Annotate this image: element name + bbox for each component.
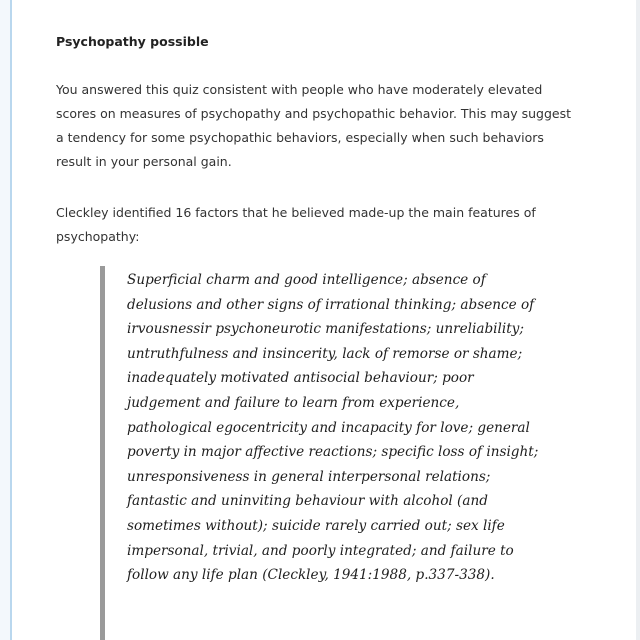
cleckley-intro: Cleckley identified 16 factors that he believed made-up the main features of psychopathy: <box>56 205 536 244</box>
cleckley-quote-text: Superficial charm and good intelligence; absence of delusions and other signs of irrational thinking; absence of irvousnessir psychoneurotic manifestations; unreliability; untruthfulness and insincerity, lack of remorse or shame; inadequately motivated antisocial behaviour; poor judgement and failure to learn from experience, pathological egocentricity and incapacity for love; general poverty in major affective reactions; specific loss of insight; unresponsiveness in general interpersonal relations; fantastic and uninviting behaviour with alcohol (and sometimes without); suicide rarely carried out; sex life impersonal, trivial, and poorly integrated; and failure to follow any life plan (Cleckley, 1941:1988, p.337-338). <box>127 272 539 584</box>
left-accent-bar <box>0 0 12 640</box>
cleckley-quote <box>100 266 540 640</box>
result-title: Psychopathy possible <box>56 34 209 49</box>
result-description: You answered this quiz consistent with people who have moderately elevated scores on measures of psychopathy and psychopathic behavior. This may suggest a tendency for some psychopathic behaviors, especially when such behaviors result in your personal gain. <box>56 82 572 169</box>
right-edge-bar <box>636 0 640 640</box>
